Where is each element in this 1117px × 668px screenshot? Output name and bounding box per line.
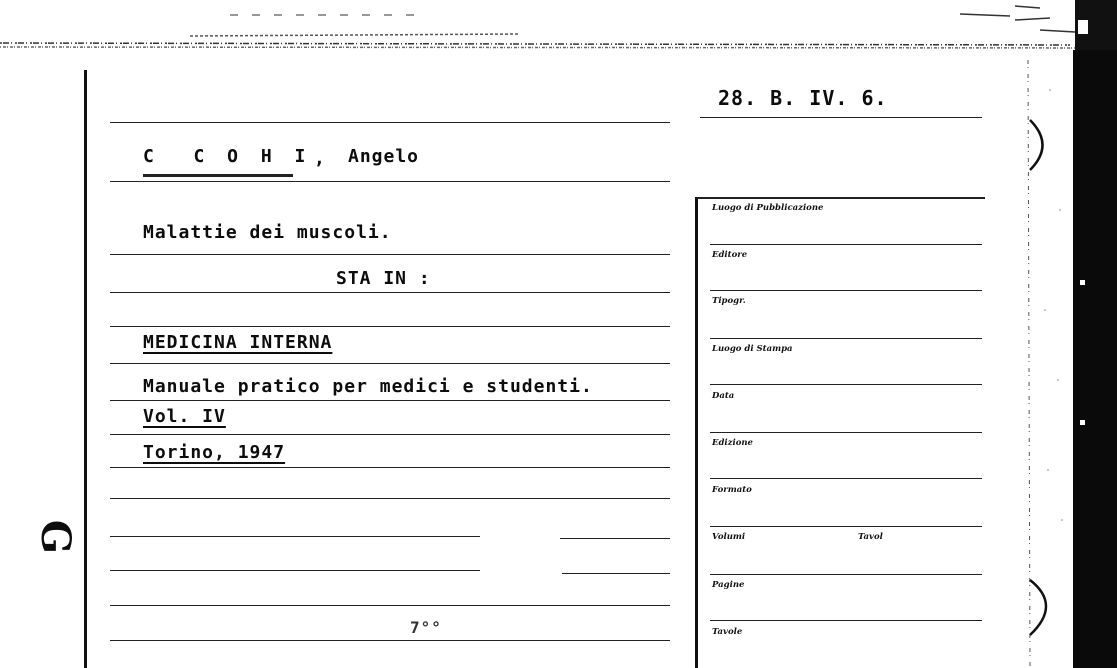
form-rule-1	[710, 244, 982, 245]
form-rule-2	[710, 290, 982, 291]
rule-blank-3b	[560, 538, 670, 539]
form-label-format: Formato	[712, 485, 752, 495]
rule-author	[110, 181, 670, 182]
place-year: Torino, 1947	[143, 442, 286, 463]
form-label-tables: Tavol	[858, 532, 883, 542]
rule-blank-4b	[562, 573, 670, 574]
form-label-volumes: Volumi	[712, 532, 746, 542]
rule-subtitle	[110, 400, 670, 401]
rule-contained	[110, 292, 670, 293]
rule-blank-4	[110, 570, 480, 571]
form-label-edition: Edizione	[712, 438, 753, 448]
rule-blank-1	[110, 326, 670, 327]
form-label-typographer: Tipogr.	[712, 296, 746, 306]
rule-place	[110, 467, 670, 468]
rule-volume	[110, 434, 670, 435]
form-rule-4	[710, 384, 982, 385]
form-rule-5	[710, 432, 982, 433]
rule-series	[110, 363, 670, 364]
form-rule-9	[710, 620, 982, 621]
rule-top	[110, 122, 670, 123]
form-rule-3	[710, 338, 982, 339]
form-rule-6	[710, 478, 982, 479]
rule-blank-2	[110, 498, 670, 499]
rule-blank-5	[110, 605, 670, 606]
form-label-publisher: Editore	[712, 250, 748, 260]
contained-in-label: STA IN :	[336, 268, 431, 289]
shelfmark: 28. B. IV. 6.	[718, 86, 888, 110]
form-label-pages: Pagine	[712, 580, 745, 590]
scan-edge-right	[1000, 50, 1117, 668]
rule-title	[110, 254, 670, 255]
form-label-place-of-printing: Luogo di Stampa	[712, 344, 793, 354]
left-margin-line	[84, 70, 87, 668]
author-underline	[143, 174, 293, 177]
form-label-place-of-publication: Luogo di Pubblicazione	[712, 203, 824, 213]
form-label-date: Data	[712, 391, 735, 401]
series-title: MEDICINA INTERNA	[143, 332, 333, 353]
bottom-mark: 7°°	[410, 618, 442, 637]
book-title: Malattie dei muscoli.	[143, 222, 392, 243]
form-rule-7	[710, 526, 982, 527]
form-box-left	[695, 197, 698, 668]
author-forename: Angelo	[348, 146, 420, 167]
author-separator: ,	[314, 148, 326, 169]
side-mark: G	[32, 519, 80, 556]
form-box-top	[697, 197, 985, 199]
form-label-plates: Tavole	[712, 627, 743, 637]
shelfmark-rule	[700, 117, 982, 118]
series-subtitle: Manuale pratico per medici e studenti.	[143, 376, 593, 397]
scan-noise-top	[0, 0, 1117, 50]
author-surname: C C O H I	[143, 146, 312, 167]
rule-blank-3	[110, 536, 480, 537]
form-rule-8	[710, 574, 982, 575]
volume: Vol. IV	[143, 406, 226, 427]
rule-blank-6	[110, 640, 670, 641]
